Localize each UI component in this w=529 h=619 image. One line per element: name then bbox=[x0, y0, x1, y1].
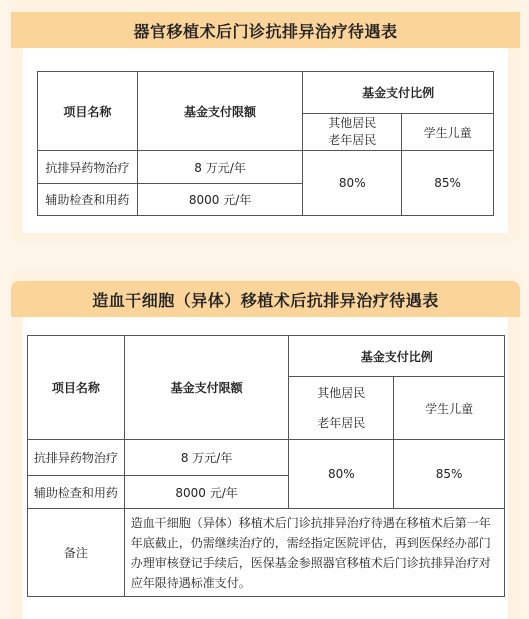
ratio-student-value: 85% bbox=[394, 440, 505, 509]
group-other-label-1: 其他居民 bbox=[317, 386, 366, 400]
stem-cell-panel bbox=[23, 317, 508, 619]
organ-transplant-card bbox=[11, 0, 520, 241]
organ-transplant-panel bbox=[23, 48, 508, 233]
header-fund-ratio: 基金支付比例 bbox=[303, 72, 494, 114]
group-students: 学生儿童 bbox=[402, 114, 494, 151]
ratio-other-value: 80% bbox=[289, 440, 394, 509]
group-students: 学生儿童 bbox=[394, 377, 505, 440]
ratio-other-value: 80% bbox=[303, 151, 402, 216]
group-other-label-2: 老年居民 bbox=[328, 133, 377, 147]
header-item-name: 项目名称 bbox=[38, 72, 138, 151]
group-other-label-1: 其他居民 bbox=[328, 116, 377, 130]
row-auxiliary-limit: 8000 元/年 bbox=[124, 476, 289, 509]
row-antirejection-name: 抗排异药物治疗 bbox=[38, 151, 138, 184]
group-other-label-2: 老年居民 bbox=[317, 416, 366, 430]
note-text: 造血干细胞（异体）移植术后门诊抗排异治疗待遇在移植术后第一年年底截止，仍需继续治疗的，需经指定医院评估，再到医保经办部门办理审核登记手续后，医保基金参照器官移植术后门诊抗排异治疗对应年限待遇标准支付。 bbox=[124, 509, 504, 597]
header-fund-limit: 基金支付限额 bbox=[137, 72, 303, 151]
note-label: 备注 bbox=[28, 509, 125, 597]
row-auxiliary-name: 辅助检查和用药 bbox=[28, 476, 125, 509]
row-antirejection-limit: 8 万元/年 bbox=[137, 151, 303, 184]
organ-transplant-table bbox=[37, 71, 494, 216]
header-fund-ratio: 基金支付比例 bbox=[289, 336, 505, 377]
header-item-name: 项目名称 bbox=[28, 336, 125, 440]
organ-transplant-title: 器官移植术后门诊抗排异治疗待遇表 bbox=[11, 12, 520, 48]
row-auxiliary-name: 辅助检查和用药 bbox=[38, 184, 138, 216]
row-antirejection-name: 抗排异药物治疗 bbox=[28, 440, 125, 476]
group-other-residents bbox=[303, 114, 402, 151]
stem-cell-title: 造血干细胞（异体）移植术后抗排异治疗待遇表 bbox=[11, 281, 520, 317]
stem-cell-table bbox=[27, 335, 505, 597]
stem-cell-card bbox=[11, 271, 520, 619]
group-other-residents bbox=[289, 377, 394, 440]
row-auxiliary-limit: 8000 元/年 bbox=[137, 184, 303, 216]
header-fund-limit: 基金支付限额 bbox=[124, 336, 289, 440]
ratio-student-value: 85% bbox=[402, 151, 494, 216]
row-antirejection-limit: 8 万元/年 bbox=[124, 440, 289, 476]
